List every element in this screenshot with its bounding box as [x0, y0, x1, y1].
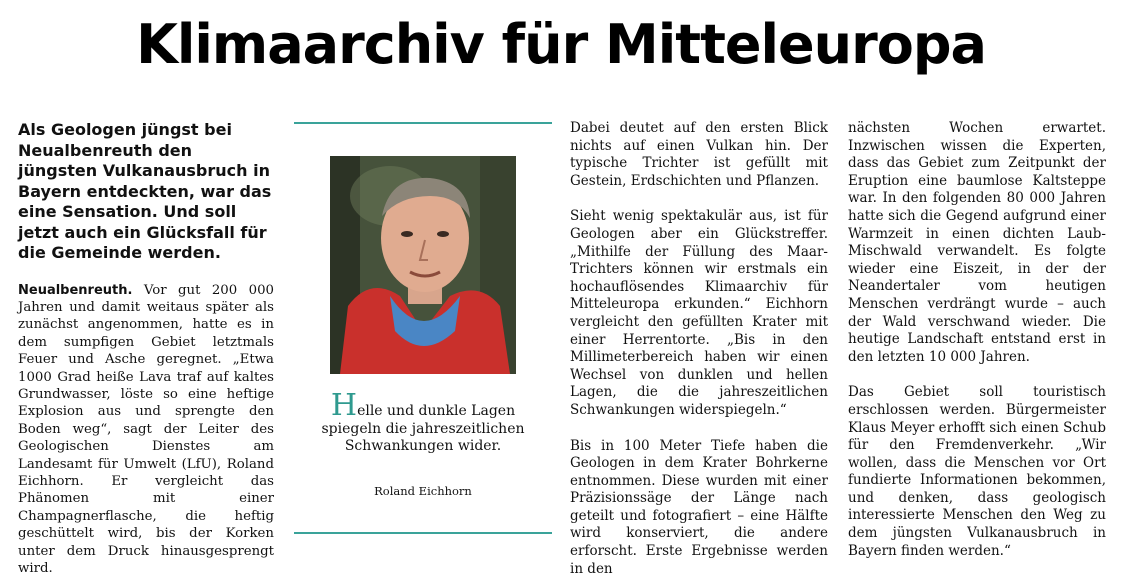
paragraph: Das Gebiet soll touristisch erschlossen werden. Bürgermeister Klaus Meyer erhofft sich einen Schub für den Fremdenverkehr. „Wir wollen, dass die Menschen vor Ort fundierte Informationen bekommen, und denken, dass geologisch interessierte Menschen den Weg zu dem jüngsten Vulkanausbruch in Bayern finden werden.“: [848, 384, 1106, 560]
portrait-photo: [330, 156, 516, 374]
headline: Klimaarchiv für Mitteleuropa: [0, 10, 1122, 80]
quote-attribution: Roland Eichhorn: [294, 484, 552, 498]
paragraph: Sieht wenig spektakulär aus, ist für Geologen aber ein Glückstreffer. „Mithilfe der Füllung des Maar-Trichters können wir erstmals ein hochauflösendes Klimaarchiv für Mitteleuropa erkunden.“ Eichhorn vergleicht den gefüllten Krater mit einer Herrentorte. „Bis in den Millimeterbereich haben wir einen Wechsel von dunklen und hellen Lagen, die die jahreszeitlichen Schwankungen widerspiegeln.“: [570, 208, 828, 419]
photo-caption-quote: [314, 396, 532, 456]
paragraph: Dabei deutet auf den ersten Blick nichts auf einen Vulkan hin. Der typische Trichter ist gefüllt mit Gestein, Erdschichten und Pflanzen.: [570, 120, 828, 190]
column-4: [848, 120, 1106, 560]
lead-paragraph: Als Geologen jüngst bei Neualbenreuth den jüngsten Vulkanausbruch in Bayern entdeckten, war das eine Sensation. Und soll jetzt auch ein Glücksfall für die Gemeinde werden.: [18, 120, 274, 264]
photo-box: [294, 118, 552, 538]
dateline: Neualbenreuth.: [18, 283, 132, 298]
column-3: [570, 120, 828, 578]
quote-initial: H: [331, 388, 357, 423]
accent-rule-top: [294, 122, 552, 124]
body-paragraph: [18, 282, 274, 578]
quote-text: elle und dunkle Lagen spiegeln die jahreszeitlichen Schwankungen wider.: [321, 403, 524, 454]
paragraph: nächsten Wochen erwartet. Inzwischen wissen die Experten, dass das Gebiet zum Zeitpunkt der Eruption eine baumlose Kaltsteppe war. In den folgenden 80 000 Jahren hatte sich die Gegend aufgrund einer Warmzeit in einen dichten Laub-Mischwald verwandelt. Es folgte wieder eine Eiszeit, in der der Neandertaler vom heutigen Menschen verdrängt wurde – auch der Wald verschwand wieder. Die heutige Landschaft entstand erst in den letzten 10 000 Jahren.: [848, 120, 1106, 366]
accent-rule-bottom: [294, 532, 552, 534]
column-1: [18, 120, 274, 577]
paragraph: Bis in 100 Meter Tiefe haben die Geologen in dem Krater Bohrkerne entnommen. Diese wurden mit einer Präzisionssäge der Länge nach geteilt und fotografiert – eine Hälfte wird konserviert, die andere erforscht. Erste Ergebnisse werden in den: [570, 438, 828, 578]
body-text: Vor gut 200 000 Jahren und damit weitaus später als zunächst angenommen, hatte es in dem sumpfigen Gebiet letztmals Feuer und Asche geregnet. „Etwa 1000 Grad heiße Lava traf auf kaltes Grundwasser, löste so eine heftige Explosion aus und sprengte den Boden weg“, sagt der Leiter des Geologischen Dienstes am Landesamt für Umwelt (LfU), Roland Eichhorn. Er vergleicht das Phänomen mit einer Champagnerflasche, die heftig geschüttelt wird, bis der Korken unter dem Druck hinausgesprengt wird.: [18, 283, 274, 577]
